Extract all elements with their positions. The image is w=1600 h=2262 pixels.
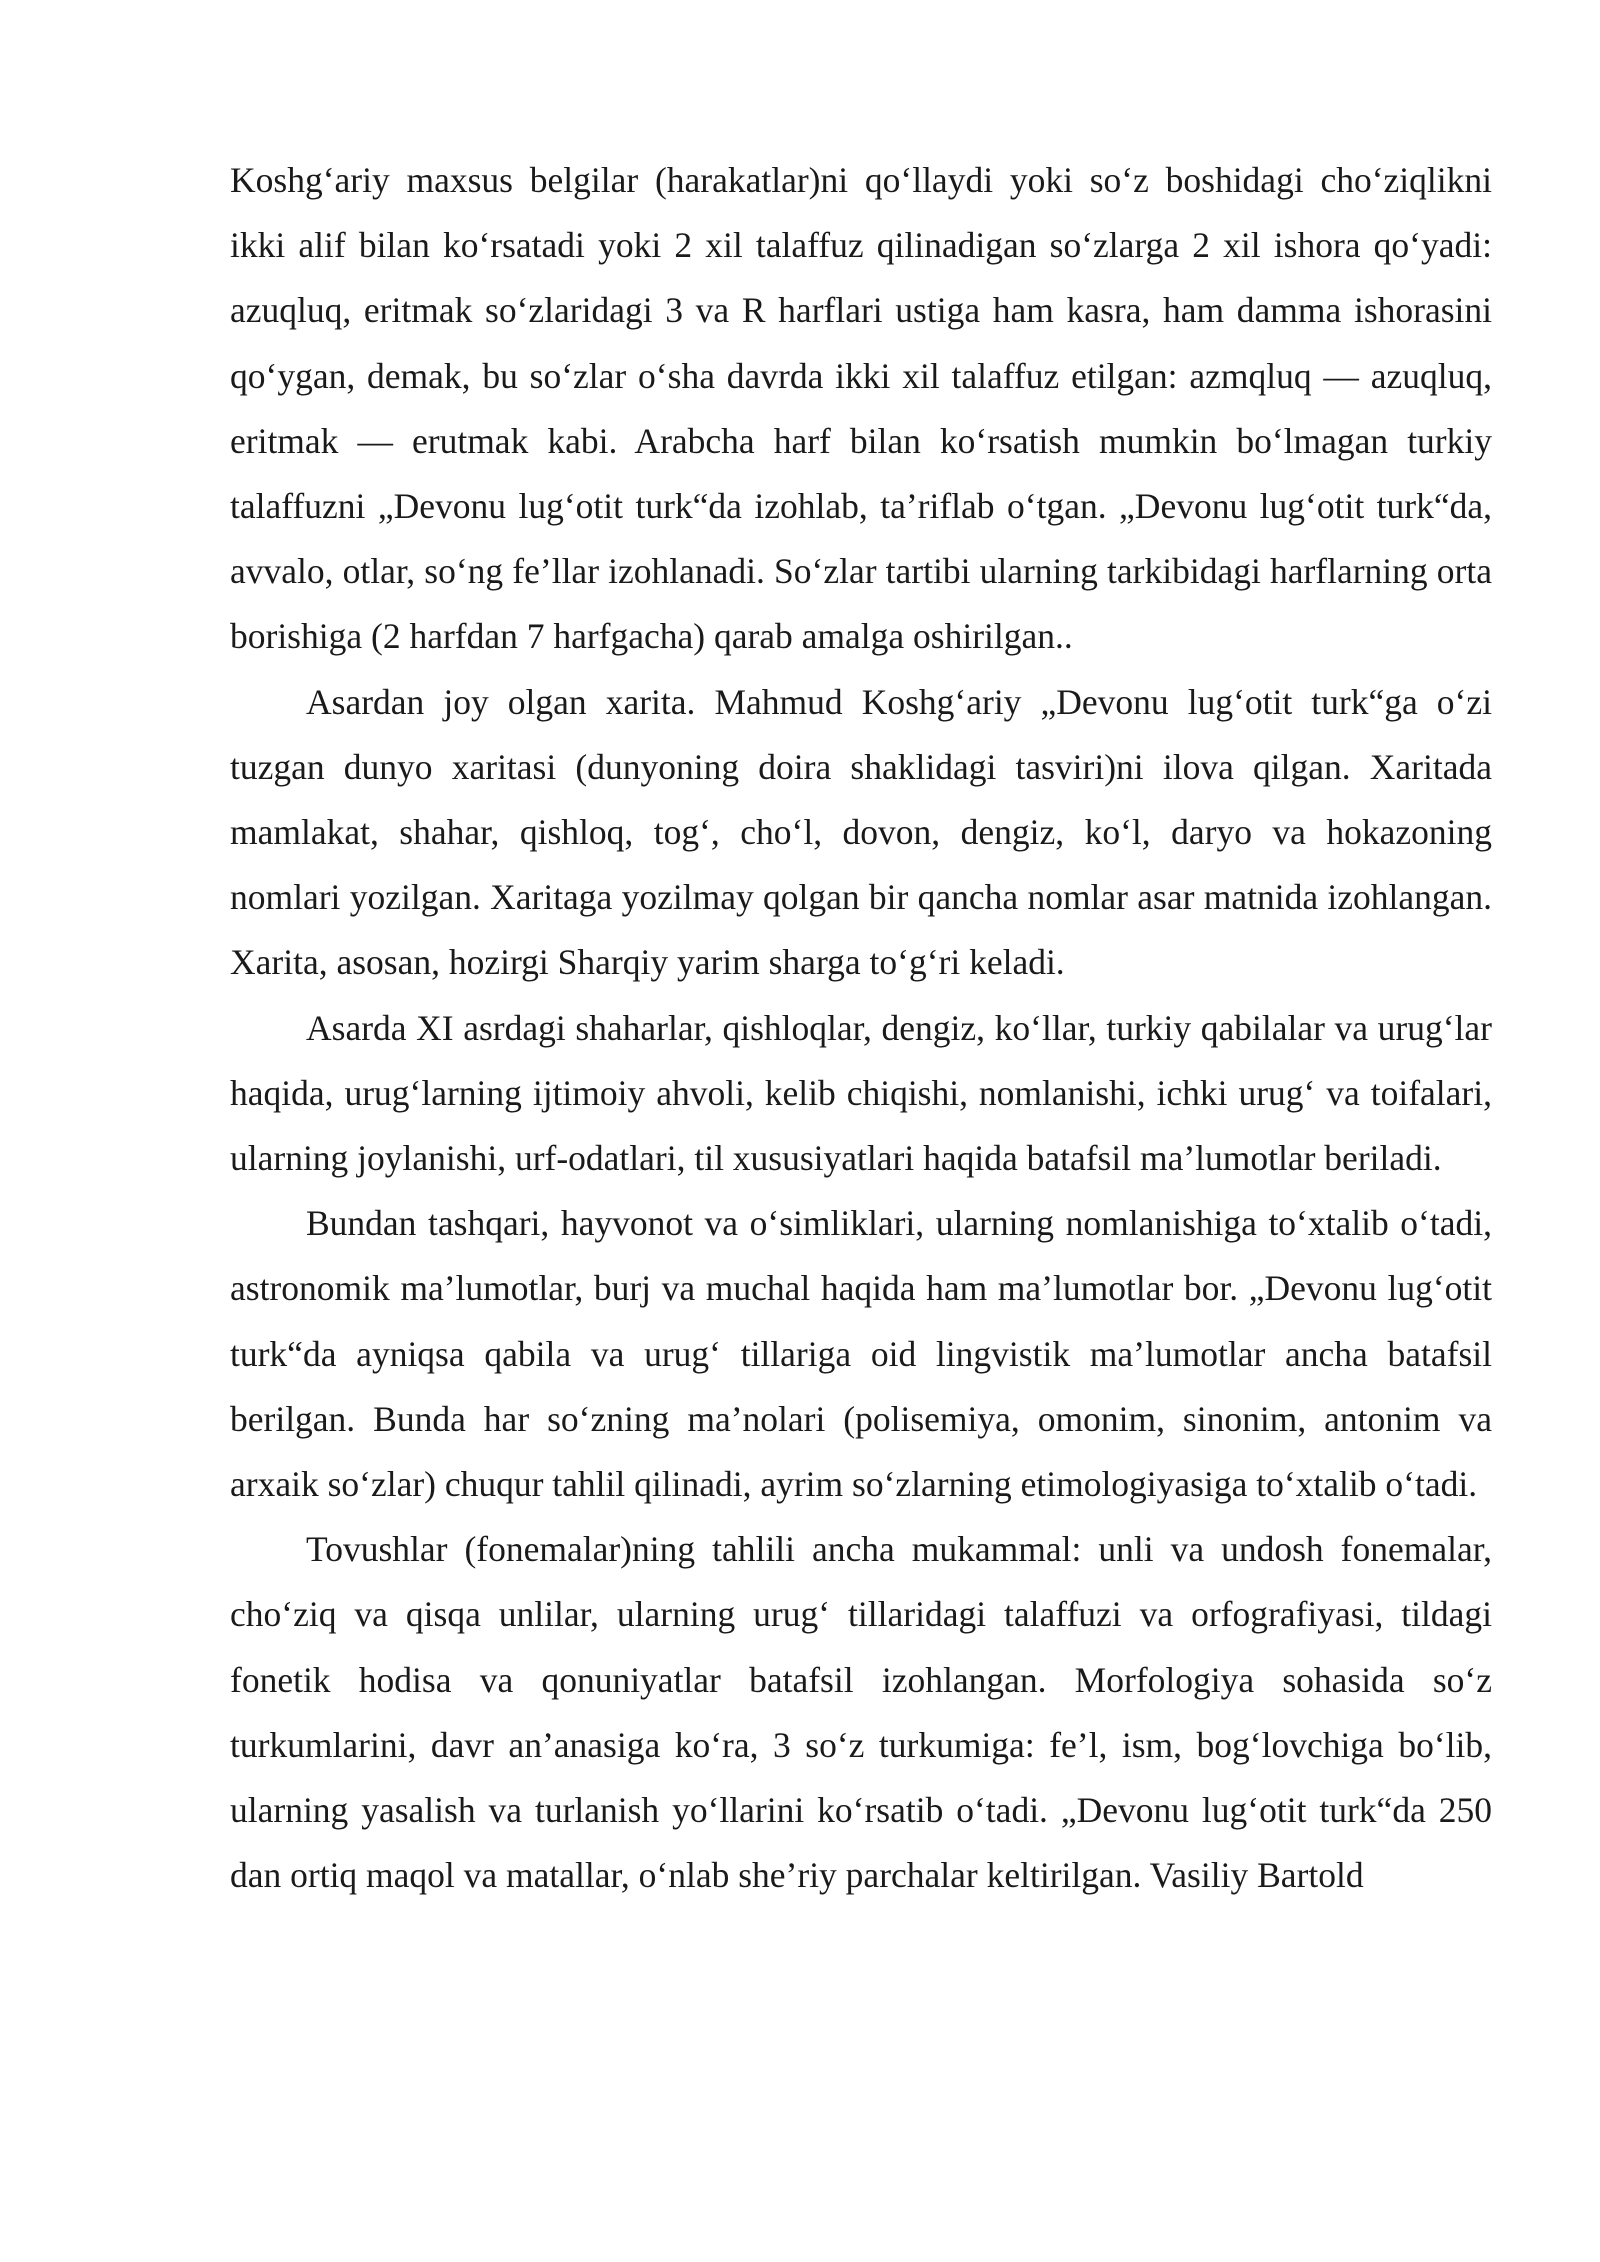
paragraph-3: Asarda XI asrdagi shaharlar, qishloqlar, dengiz, ko‘llar, turkiy qabilalar va urug‘lar haqida, urug‘larning ijtimoiy ahvoli, kelib chiqishi, nomlanishi, ichki urug‘ va toifalari, ularning joylanishi, urf-odatlari, til xususiyatlari haqida batafsil ma’lumotlar beriladi.: [230, 1007, 1492, 1179]
paragraph-4: Bundan tashqari, hayvonot va o‘simliklari, ularning nomlanishiga to‘xtalib o‘tadi, astronomik ma’lumotlar, burj va muchal haqida ham ma’lumotlar bor. „Devonu lug‘otit turk“da ayniqsa qabila va urug‘ tillariga oid lingvistik ma’lumotlar ancha batafsil berilgan. Bunda har so‘zning ma’nolari (polisemiya, omonim, sinonim, antonim va arxaik so‘zlar) chuqur tahlil qilinadi, ayrim so‘zlarning etimologiyasiga to‘xtalib o‘tadi.: [230, 1203, 1492, 1505]
body-text: [230, 148, 1492, 1908]
paragraph-1: Koshg‘ariy maxsus belgilar (harakatlar)ni qo‘llaydi yoki so‘z boshidagi cho‘ziqlikni ikki alif bilan ko‘rsatadi yoki 2 xil talaffuz qilinadigan so‘zlarga 2 xil ishora qo‘yadi: azuqluq, eritmak so‘zlaridagi 3 va R harflari ustiga ham kasra, ham damma ishorasini qo‘ygan, demak, bu so‘zlar o‘sha davrda ikki xil talaffuz etilgan: azmqluq — azuqluq, eritmak — erutmak kabi. Arabcha harf bilan ko‘rsatish mumkin bo‘lmagan turkiy talaffuzni „Devonu lug‘otit turk“da izohlab, ta’riflab o‘tgan. „Devonu lug‘otit turk“da, avvalo, otlar, so‘ng fe’llar izohlanadi. So‘zlar tartibi ularning tarkibidagi harflarning orta borishiga (2 harfdan 7 harfgacha) qarab amalga oshirilgan..: [230, 160, 1492, 657]
paragraph-2: Asardan joy olgan xarita. Mahmud Koshg‘ariy „Devonu lug‘otit turk“ga o‘zi tuzgan dunyo xaritasi (dunyoning doira shaklidagi tasviri)ni ilova qilgan. Xaritada mamlakat, shahar, qishloq, tog‘, cho‘l, dovon, dengiz, ko‘l, daryo va hokazoning nomlari yozilgan. Xaritaga yozilmay qolgan bir qancha nomlar asar matnida izohlangan. Xarita, asosan, hozirgi Sharqiy yarim sharga to‘g‘ri keladi.: [230, 681, 1492, 983]
paragraph-5: Tovushlar (fonemalar)ning tahlili ancha mukammal: unli va undosh fonemalar, cho‘ziq va qisqa unlilar, ularning urug‘ tillaridagi talaffuzi va orfografiyasi, tildagi fonetik hodisa va qonuniyatlar batafsil izohlangan. Morfologiya sohasida so‘z turkumlarini, davr an’anasiga ko‘ra, 3 so‘z turkumiga: fe’l, ism, bog‘lovchiga bo‘lib, ularning yasalish va turlanish yo‘llarini ko‘rsatib o‘tadi. „Devonu lug‘otit turk“da 250 dan ortiq maqol va matallar, o‘nlab she’riy parchalar keltirilgan. Vasiliy Bartold: [230, 1529, 1492, 1896]
